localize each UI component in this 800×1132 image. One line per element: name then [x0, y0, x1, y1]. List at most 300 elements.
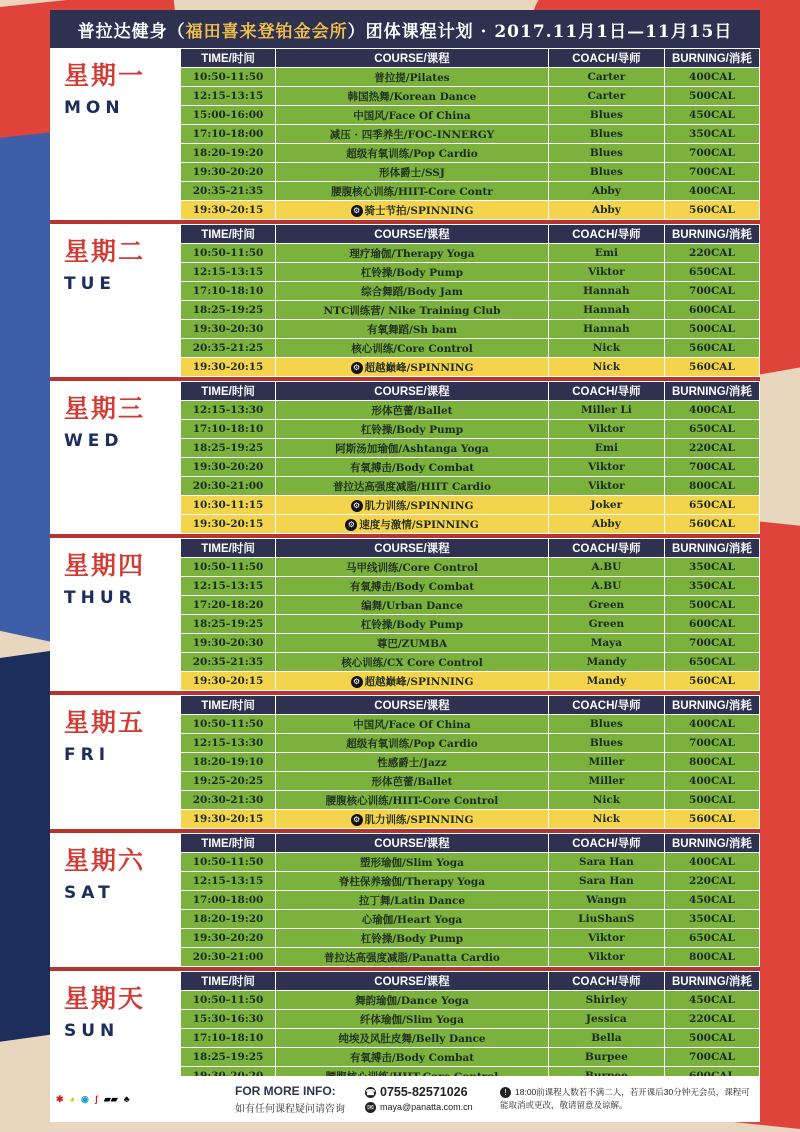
cell-course: 有氧舞蹈/Sh bam [276, 320, 548, 338]
table-row [181, 948, 759, 966]
cell-time: 17:10-18:10 [181, 282, 275, 300]
cell-burn: 500CAL [665, 320, 759, 338]
cell-burn: 450CAL [665, 891, 759, 909]
course-name: 肌力训练/SPINNING [364, 499, 474, 512]
course-name: 骑士节拍/SPINNING [364, 204, 474, 217]
cell-burn: 650CAL [665, 496, 759, 514]
cell-coach: Nick [549, 810, 664, 828]
cell-course: 减压 · 四季养生/FOC-INNERGY [276, 125, 548, 143]
cell-coach: Nick [549, 358, 664, 376]
cell-coach: Miller [549, 753, 664, 771]
cell-coach: Wangn [549, 891, 664, 909]
cell-coach: Blues [549, 734, 664, 752]
table-row [181, 358, 759, 376]
cell-time: 12:15-13:15 [181, 577, 275, 595]
cell-time: 17:20-18:20 [181, 596, 275, 614]
cell-burn: 500CAL [665, 1029, 759, 1047]
cell-coach: Viktor [549, 263, 664, 281]
cell-coach: Hannah [549, 320, 664, 338]
more-info [235, 1084, 365, 1115]
cell-course: 理疗瑜伽/Therapy Yoga [276, 244, 548, 262]
cell-burn: 560CAL [665, 672, 759, 690]
cell-course: 杠铃操/Body Pump [276, 929, 548, 947]
spinning-bike-icon: ⚙ [351, 205, 363, 217]
cell-time: 19:30-20:30 [181, 634, 275, 652]
cell-coach: Nick [549, 791, 664, 809]
cell-time: 17:10-18:10 [181, 420, 275, 438]
cell-course: 超级有氧训练/Pop Cardio [276, 144, 548, 162]
cell-time: 19:25-20:25 [181, 772, 275, 790]
column-header: BURNING/消耗 [665, 382, 759, 400]
cell-burn: 700CAL [665, 634, 759, 652]
day-label [50, 695, 180, 829]
cell-burn: 400CAL [665, 182, 759, 200]
cell-time: 20:35-21:35 [181, 182, 275, 200]
cell-coach: Emi [549, 439, 664, 457]
logo-5: ▰▰ [103, 1093, 118, 1104]
column-header: COACH/导师 [549, 539, 664, 557]
schedule-table [180, 695, 760, 829]
day-name-en: WED [64, 431, 124, 451]
cell-time: 17:10-18:10 [181, 1029, 275, 1047]
table-row [181, 753, 759, 771]
day-name-cn: 星期六 [64, 846, 146, 875]
cell-time: 15:30-16:30 [181, 1010, 275, 1028]
table-row [181, 401, 759, 419]
table-row [181, 653, 759, 671]
schedule-sheet [50, 10, 760, 1090]
cell-time: 17:00-18:00 [181, 891, 275, 909]
day-block [50, 381, 760, 538]
cell-course [276, 672, 548, 690]
cell-burn: 800CAL [665, 948, 759, 966]
cell-course: 腰腹核心训练/HIIT-Core Contr [276, 182, 548, 200]
cell-time: 18:20-19:20 [181, 910, 275, 928]
day-name-cn: 星期一 [64, 61, 146, 90]
column-header: COURSE/课程 [276, 382, 548, 400]
table-row [181, 791, 759, 809]
table-row [181, 144, 759, 162]
cell-time: 18:25-19:25 [181, 301, 275, 319]
column-header: COACH/导师 [549, 834, 664, 852]
column-header: TIME/时间 [181, 834, 275, 852]
column-header: TIME/时间 [181, 696, 275, 714]
cell-time: 12:15-13:15 [181, 87, 275, 105]
cell-coach: Abby [549, 515, 664, 533]
cell-course: 有氧搏击/Body Combat [276, 1048, 548, 1066]
cell-time: 12:15-13:15 [181, 872, 275, 890]
schedule-table [180, 381, 760, 534]
column-header: BURNING/消耗 [665, 972, 759, 990]
day-name-en: SAT [64, 883, 115, 903]
cell-coach: LiuShanS [549, 910, 664, 928]
cell-coach: Jessica [549, 1010, 664, 1028]
column-header: BURNING/消耗 [665, 49, 759, 67]
cell-burn: 400CAL [665, 772, 759, 790]
phone-number[interactable]: 0755-82571026 [380, 1084, 468, 1099]
cell-course: NTC训练营/ Nike Training Club [276, 301, 548, 319]
cell-course: 拉丁舞/Latin Dance [276, 891, 548, 909]
mail-icon: ✉ [365, 1102, 376, 1113]
table-row [181, 596, 759, 614]
day-name-cn: 星期天 [64, 984, 146, 1013]
cell-burn: 560CAL [665, 201, 759, 219]
cell-course [276, 810, 548, 828]
cell-burn: 650CAL [665, 929, 759, 947]
day-block [50, 224, 760, 381]
cell-burn: 500CAL [665, 87, 759, 105]
table-row [181, 734, 759, 752]
day-label [50, 224, 180, 377]
table-row [181, 458, 759, 476]
logo-2: ◕ [69, 1093, 75, 1104]
cell-course: 中国风/Face Of China [276, 106, 548, 124]
cell-time: 10:50-11:50 [181, 853, 275, 871]
cell-burn: 450CAL [665, 991, 759, 1009]
cell-course: 普拉提/Pilates [276, 68, 548, 86]
cell-coach: A.BU [549, 577, 664, 595]
cell-coach: Carter [549, 68, 664, 86]
cell-course: 中国风/Face Of China [276, 715, 548, 733]
table-row [181, 244, 759, 262]
column-header: COACH/导师 [549, 696, 664, 714]
table-row [181, 320, 759, 338]
column-header: TIME/时间 [181, 539, 275, 557]
day-name-en: THUR [64, 588, 137, 608]
cell-burn: 560CAL [665, 339, 759, 357]
column-header: COURSE/课程 [276, 49, 548, 67]
day-name-cn: 星期四 [64, 551, 146, 580]
cell-course: 性感爵士/Jazz [276, 753, 548, 771]
cell-coach: Green [549, 596, 664, 614]
cell-time: 10:50-11:50 [181, 68, 275, 86]
cell-time: 18:25-19:25 [181, 439, 275, 457]
cell-course: 有氧搏击/Body Combat [276, 458, 548, 476]
info-title: FOR MORE INFO: [235, 1083, 336, 1098]
notice-text: 18:00前课程人数若不满二人，若开课后30分钟无会员，课程可能取消或更改，敬请留意及谅解。 [500, 1087, 750, 1110]
day-name-cn: 星期五 [64, 708, 146, 737]
info-subtitle: 如有任何课程疑问请咨询 [235, 1103, 345, 1115]
cell-burn: 350CAL [665, 577, 759, 595]
notice [500, 1086, 760, 1112]
title-prefix: 普拉达健身（ [77, 21, 186, 42]
column-header: TIME/时间 [181, 49, 275, 67]
cell-course [276, 496, 548, 514]
cell-time: 19:30-20:20 [181, 163, 275, 181]
spinning-bike-icon: ⚙ [351, 500, 363, 512]
column-header: TIME/时间 [181, 972, 275, 990]
cell-time: 18:25-19:25 [181, 1048, 275, 1066]
cell-burn: 700CAL [665, 458, 759, 476]
course-name: 肌力训练/SPINNING [364, 813, 474, 826]
cell-burn: 400CAL [665, 401, 759, 419]
cell-time: 10:50-11:50 [181, 991, 275, 1009]
info-icon: ! [500, 1087, 511, 1098]
cell-course: 杠铃操/Body Pump [276, 420, 548, 438]
day-name-cn: 星期三 [64, 394, 146, 423]
cell-coach: Joker [549, 496, 664, 514]
day-block [50, 833, 760, 971]
schedule-table [180, 538, 760, 691]
column-header: TIME/时间 [181, 382, 275, 400]
cell-course: 形体爵士/SSJ [276, 163, 548, 181]
cell-coach: Abby [549, 182, 664, 200]
column-header: TIME/时间 [181, 225, 275, 243]
cell-course: 纯埃及风肚皮舞/Belly Dance [276, 1029, 548, 1047]
cell-time: 10:50-11:50 [181, 558, 275, 576]
cell-burn: 560CAL [665, 515, 759, 533]
page-title [50, 10, 760, 48]
column-header: COACH/导师 [549, 382, 664, 400]
table-row [181, 991, 759, 1009]
table-row [181, 263, 759, 281]
cell-coach: Hannah [549, 301, 664, 319]
cell-time: 18:20-19:10 [181, 753, 275, 771]
cell-burn: 560CAL [665, 358, 759, 376]
cell-course: 马甲线训练/Core Control [276, 558, 548, 576]
cell-coach: Maya [549, 634, 664, 652]
cell-time: 19:30-20:15 [181, 810, 275, 828]
contact [365, 1085, 500, 1113]
cell-time: 19:30-20:15 [181, 672, 275, 690]
table-row [181, 1029, 759, 1047]
cell-coach: Viktor [549, 948, 664, 966]
cell-coach: Blues [549, 163, 664, 181]
cell-coach: Viktor [549, 929, 664, 947]
cell-time: 20:30-21:30 [181, 791, 275, 809]
table-row [181, 515, 759, 533]
logo-1: ✱ [56, 1093, 64, 1104]
spinning-bike-icon: ⚙ [345, 519, 357, 531]
cell-course: 杠铃操/Body Pump [276, 615, 548, 633]
spinning-bike-icon: ⚙ [351, 362, 363, 374]
table-row [181, 634, 759, 652]
course-name: 速度与激情/SPINNING [359, 518, 479, 531]
column-header: COURSE/课程 [276, 972, 548, 990]
cell-coach: Shirley [549, 991, 664, 1009]
cell-burn: 650CAL [665, 420, 759, 438]
cell-course: 形体芭蕾/Ballet [276, 401, 548, 419]
table-row [181, 672, 759, 690]
title-highlight: 福田喜来登铂金会所 [185, 21, 348, 42]
cell-time: 19:30-20:15 [181, 515, 275, 533]
logo-4: ʃ [94, 1093, 98, 1104]
cell-time: 19:30-20:20 [181, 458, 275, 476]
cell-time: 12:15-13:30 [181, 734, 275, 752]
cell-burn: 350CAL [665, 125, 759, 143]
cell-burn: 800CAL [665, 477, 759, 495]
cell-burn: 220CAL [665, 872, 759, 890]
cell-coach: Bella [549, 1029, 664, 1047]
table-row [181, 929, 759, 947]
column-header: COACH/导师 [549, 225, 664, 243]
day-label [50, 971, 180, 1086]
cell-coach: Mandy [549, 653, 664, 671]
cell-burn: 400CAL [665, 853, 759, 871]
column-header: BURNING/消耗 [665, 696, 759, 714]
column-header: COURSE/课程 [276, 539, 548, 557]
cell-burn: 450CAL [665, 106, 759, 124]
cell-course: 韩国热舞/Korean Dance [276, 87, 548, 105]
cell-coach: Burpee [549, 1048, 664, 1066]
cell-coach: Abby [549, 201, 664, 219]
cell-course: 有氧搏击/Body Combat [276, 577, 548, 595]
cell-course: 脊柱保养瑜伽/Therapy Yoga [276, 872, 548, 890]
cell-coach: Blues [549, 715, 664, 733]
table-row [181, 772, 759, 790]
cell-course: 超级有氧训练/Pop Cardio [276, 734, 548, 752]
cell-time: 20:30-21:00 [181, 948, 275, 966]
cell-burn: 220CAL [665, 439, 759, 457]
column-header: BURNING/消耗 [665, 539, 759, 557]
cell-burn: 700CAL [665, 282, 759, 300]
table-row [181, 715, 759, 733]
cell-time: 15:00-16:00 [181, 106, 275, 124]
table-row [181, 910, 759, 928]
day-block [50, 971, 760, 1090]
cell-burn: 500CAL [665, 791, 759, 809]
logo-6: ♣ [123, 1093, 130, 1104]
cell-burn: 700CAL [665, 1048, 759, 1066]
day-label [50, 833, 180, 967]
table-row [181, 477, 759, 495]
cell-course: 塑形瑜伽/Slim Yoga [276, 853, 548, 871]
table-row [181, 420, 759, 438]
cell-coach: Carter [549, 87, 664, 105]
cell-course: 纤体瑜伽/Slim Yoga [276, 1010, 548, 1028]
cell-burn: 220CAL [665, 244, 759, 262]
column-header: COACH/导师 [549, 972, 664, 990]
table-row [181, 1048, 759, 1066]
cell-course: 核心训练/Core Control [276, 339, 548, 357]
day-block [50, 695, 760, 833]
day-block [50, 538, 760, 695]
cell-time: 20:30-21:00 [181, 477, 275, 495]
table-row [181, 339, 759, 357]
cell-coach: Sara Han [549, 853, 664, 871]
table-row [181, 891, 759, 909]
cell-time: 17:10-18:00 [181, 125, 275, 143]
table-row [181, 577, 759, 595]
cell-time: 12:15-13:30 [181, 401, 275, 419]
schedule-table [180, 971, 760, 1086]
email-address[interactable]: maya@panatta.com.cn [380, 1101, 473, 1112]
table-row [181, 301, 759, 319]
table-row [181, 282, 759, 300]
cell-coach: Viktor [549, 420, 664, 438]
table-row [181, 439, 759, 457]
cell-coach: Viktor [549, 458, 664, 476]
day-block [50, 48, 760, 224]
cell-course: 综合舞蹈/Body Jam [276, 282, 548, 300]
table-row [181, 87, 759, 105]
cell-course: 普拉达高强度减脂/HIIT Cardio [276, 477, 548, 495]
cell-burn: 600CAL [665, 301, 759, 319]
cell-time: 19:30-20:15 [181, 358, 275, 376]
cell-time: 20:35-21:25 [181, 339, 275, 357]
table-row [181, 182, 759, 200]
cell-course: 腰腹核心训练/HIIT-Core Control [276, 791, 548, 809]
cell-course [276, 358, 548, 376]
cell-burn: 700CAL [665, 144, 759, 162]
table-row [181, 872, 759, 890]
day-name-en: MON [64, 98, 125, 118]
table-row [181, 496, 759, 514]
table-row [181, 853, 759, 871]
cell-course [276, 515, 548, 533]
table-row [181, 106, 759, 124]
days-container [50, 48, 760, 1090]
cell-coach: Blues [549, 144, 664, 162]
cell-time: 20:35-21:35 [181, 653, 275, 671]
cell-course: 普拉达高强度减脂/Panatta Cardio [276, 948, 548, 966]
cell-time: 19:30-20:15 [181, 201, 275, 219]
cell-course [276, 201, 548, 219]
course-name: 超越巅峰/SPINNING [364, 675, 474, 688]
cell-burn: 220CAL [665, 1010, 759, 1028]
cell-course: 心瑜伽/Heart Yoga [276, 910, 548, 928]
day-name-en: SUN [64, 1021, 120, 1041]
column-header: COURSE/课程 [276, 696, 548, 714]
cell-course: 核心训练/CX Core Control [276, 653, 548, 671]
spinning-bike-icon: ⚙ [351, 676, 363, 688]
day-label [50, 48, 180, 220]
title-suffix: ）团体课程计划 · 2017.11月1日—11月15日 [347, 21, 733, 42]
cell-burn: 400CAL [665, 68, 759, 86]
table-row [181, 125, 759, 143]
schedule-table [180, 48, 760, 220]
cell-coach: Hannah [549, 282, 664, 300]
cell-burn: 400CAL [665, 715, 759, 733]
column-header: BURNING/消耗 [665, 834, 759, 852]
day-name-en: TUE [64, 274, 117, 294]
column-header: COACH/导师 [549, 49, 664, 67]
cell-burn: 700CAL [665, 734, 759, 752]
cell-coach: Sara Han [549, 872, 664, 890]
cell-burn: 350CAL [665, 558, 759, 576]
cell-course: 舞韵瑜伽/Dance Yoga [276, 991, 548, 1009]
column-header: COURSE/课程 [276, 225, 548, 243]
cell-coach: Green [549, 615, 664, 633]
phone-icon: ☎ [365, 1088, 376, 1098]
cell-course: 编舞/Urban Dance [276, 596, 548, 614]
cell-time: 10:30-11:15 [181, 496, 275, 514]
day-name-en: FRI [64, 745, 111, 765]
footer [50, 1076, 760, 1122]
table-row [181, 1010, 759, 1028]
cell-time: 18:25-19:25 [181, 615, 275, 633]
day-label [50, 381, 180, 534]
cell-burn: 500CAL [665, 596, 759, 614]
cell-time: 19:30-20:30 [181, 320, 275, 338]
cell-burn: 600CAL [665, 615, 759, 633]
cell-course: 杠铃操/Body Pump [276, 263, 548, 281]
day-label [50, 538, 180, 691]
cell-course: 阿斯汤加瑜伽/Ashtanga Yoga [276, 439, 548, 457]
spinning-bike-icon: ⚙ [351, 814, 363, 826]
day-name-cn: 星期二 [64, 237, 146, 266]
cell-course: 形体芭蕾/Ballet [276, 772, 548, 790]
cell-burn: 650CAL [665, 653, 759, 671]
cell-course: 尊巴/ZUMBA [276, 634, 548, 652]
cell-coach: Nick [549, 339, 664, 357]
cell-coach: Mandy [549, 672, 664, 690]
schedule-table [180, 833, 760, 967]
cell-coach: A.BU [549, 558, 664, 576]
sponsor-logos [50, 1094, 235, 1105]
table-row [181, 68, 759, 86]
cell-burn: 560CAL [665, 810, 759, 828]
